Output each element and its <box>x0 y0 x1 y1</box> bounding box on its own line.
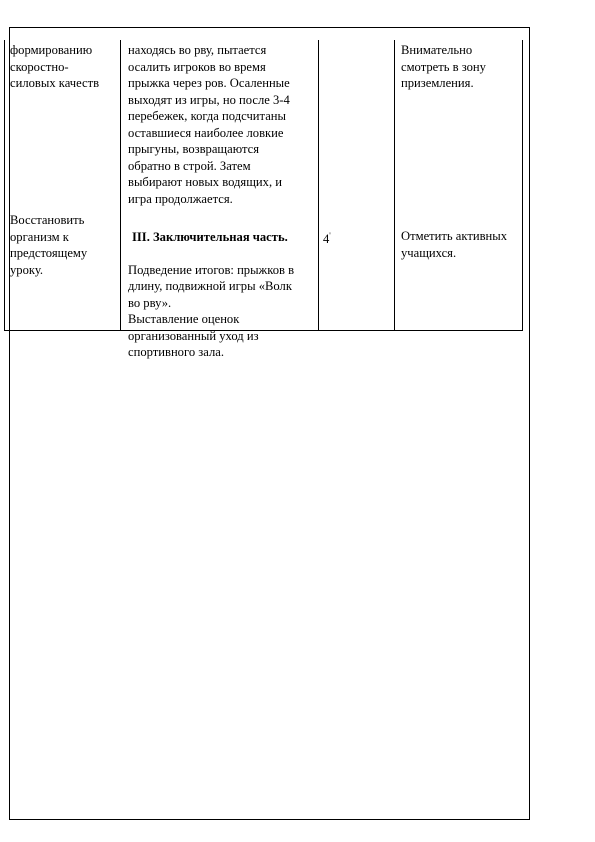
row2-time-mark: ' <box>329 231 331 240</box>
row2-content-text: Подведение итогов: прыжков в длину, подвижной игры «Волк во рву». Выставление оценок организованный уход из спортивного зала. <box>128 262 295 359</box>
row2-time-value: 4 <box>323 232 330 247</box>
row2-time-cell <box>323 228 331 248</box>
table-divider-col-2 <box>318 40 319 330</box>
table-divider-col-1 <box>120 40 121 330</box>
table-divider-col-3 <box>394 40 395 330</box>
row1-goal-cell: формированию скоростно- силовых качеств <box>10 43 100 90</box>
row1-content-cell: находясь во рву, пытается осалить игроков во время прыжка через ров. Осаленные выходят из игры, но после 3-4 перебежек, когда подсчитаны оставшиеся наиболее ловкие прыгуны, возвращаются обратно в строй. Затем выбирают новых водящих, и игра продолжается. <box>128 43 290 206</box>
table-border-left <box>4 40 5 330</box>
row2-goal-cell: Восстановить организм к предстоящему уроку. <box>10 213 88 277</box>
table-border-right <box>522 40 523 330</box>
row2-content-cell <box>128 212 318 377</box>
row1-notes-cell: Внимательно смотреть в зону приземления. <box>401 43 486 90</box>
section-title: III. Заключительная часть. <box>132 229 288 244</box>
row2-notes-cell: Отметить активных учащихся. <box>401 229 508 260</box>
